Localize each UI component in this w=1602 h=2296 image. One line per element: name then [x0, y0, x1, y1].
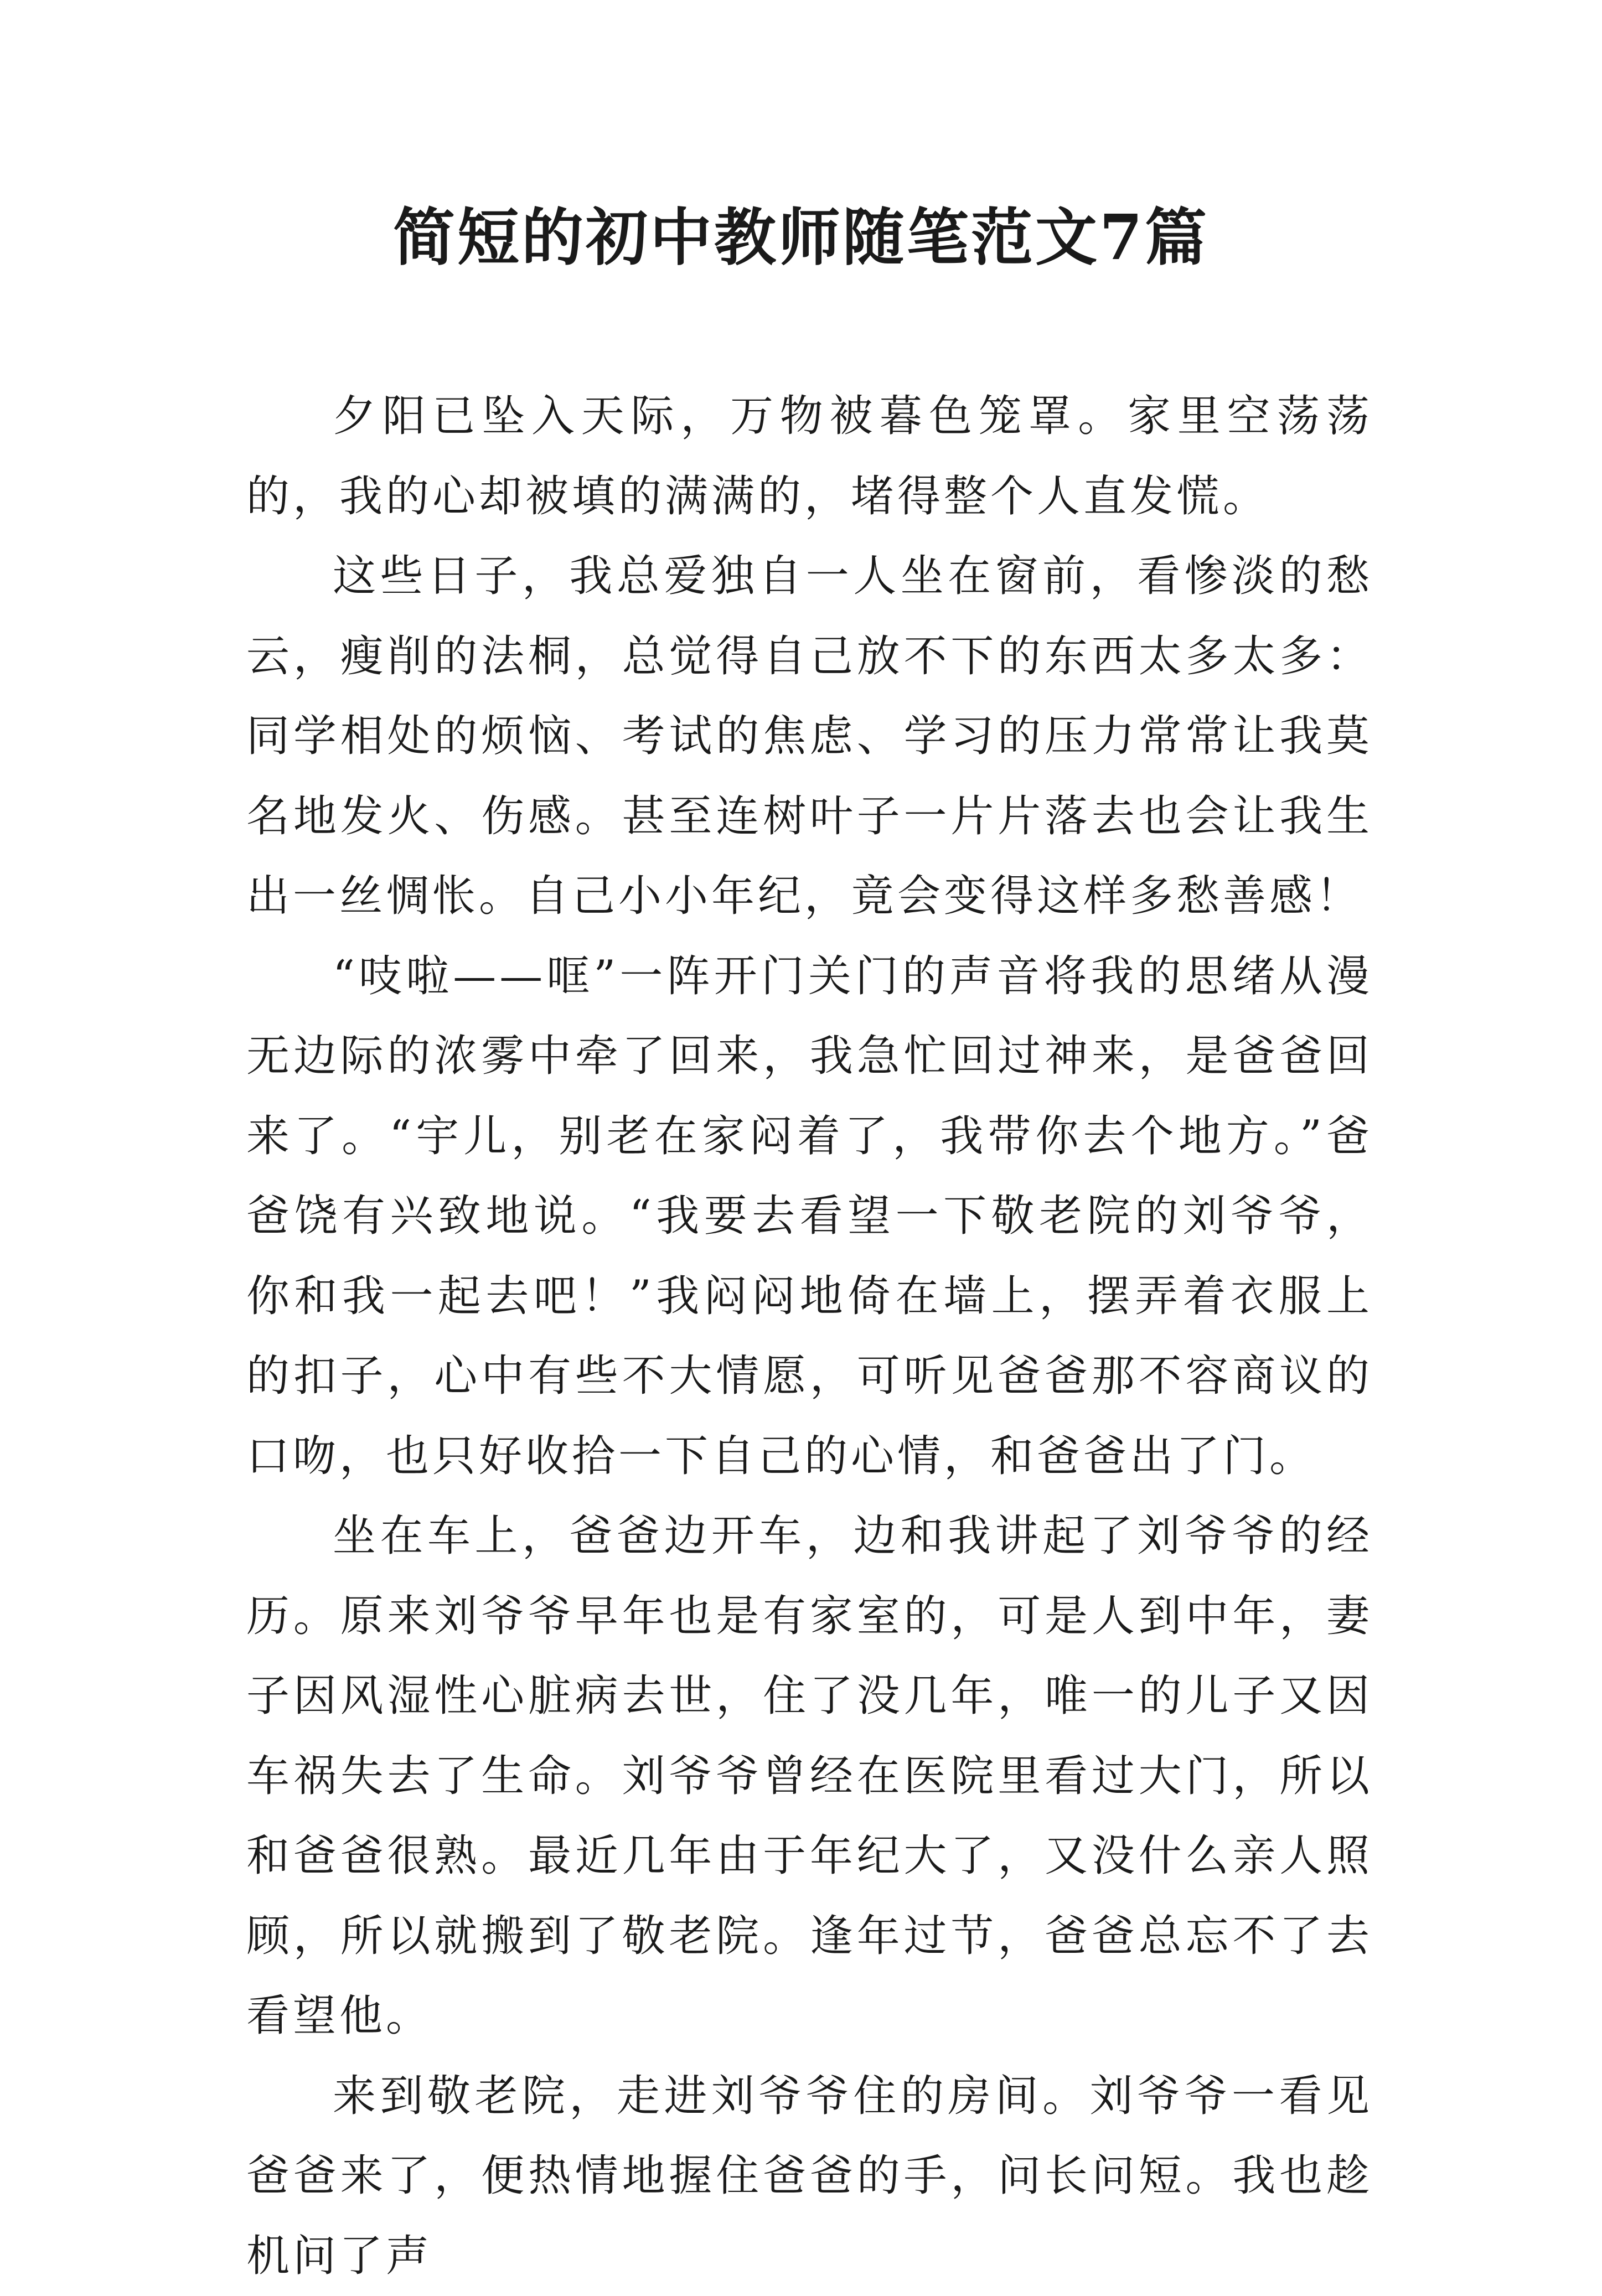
paragraph: 这些日子，我总爱独自一人坐在窗前，看惨淡的愁云，瘦削的法桐，总觉得自己放不下的东西太多太多：同学相处的烦恼、考试的焦虑、学习的压力常常让我莫名地发火、伤感。甚至连树叶子一片片落去也会让我生出一丝惆怅。自己小小年纪，竟会变得这样多愁善感！ — [246, 536, 1373, 937]
document-body — [246, 376, 1373, 2296]
paragraph: “吱啦——哐”一阵开门关门的声音将我的思绪从漫无边际的浓雾中牵了回来，我急忙回过神来，是爸爸回来了。“宇儿，别老在家闷着了，我带你去个地方。”爸爸饶有兴致地说。“我要去看望一下敬老院的刘爷爷，你和我一起去吧！”我闷闷地倚在墙上，摆弄着衣服上的扣子，心中有些不大情愿，可听见爸爸那不容商议的口吻，也只好收拾一下自己的心情，和爸爸出了门。 — [246, 937, 1373, 1497]
paragraph: 夕阳已坠入天际，万物被暮色笼罩。家里空荡荡的，我的心却被填的满满的，堵得整个人直发慌。 — [246, 376, 1373, 536]
paragraph: 来到敬老院，走进刘爷爷住的房间。刘爷爷一看见爸爸来了，便热情地握住爸爸的手，问长问短。我也趁机问了声 — [246, 2056, 1373, 2296]
paragraph: 坐在车上，爸爸边开车，边和我讲起了刘爷爷的经历。原来刘爷爷早年也是有家室的，可是人到中年，妻子因风湿性心脏病去世，住了没几年，唯一的儿子又因车祸失去了生命。刘爷爷曾经在医院里看过大门，所以和爸爸很熟。最近几年由于年纪大了，又没什么亲人照顾，所以就搬到了敬老院。逢年过节，爸爸总忘不了去看望他。 — [246, 1496, 1373, 2056]
document-title: 简短的初中教师随笔范文7篇 — [0, 194, 1602, 282]
